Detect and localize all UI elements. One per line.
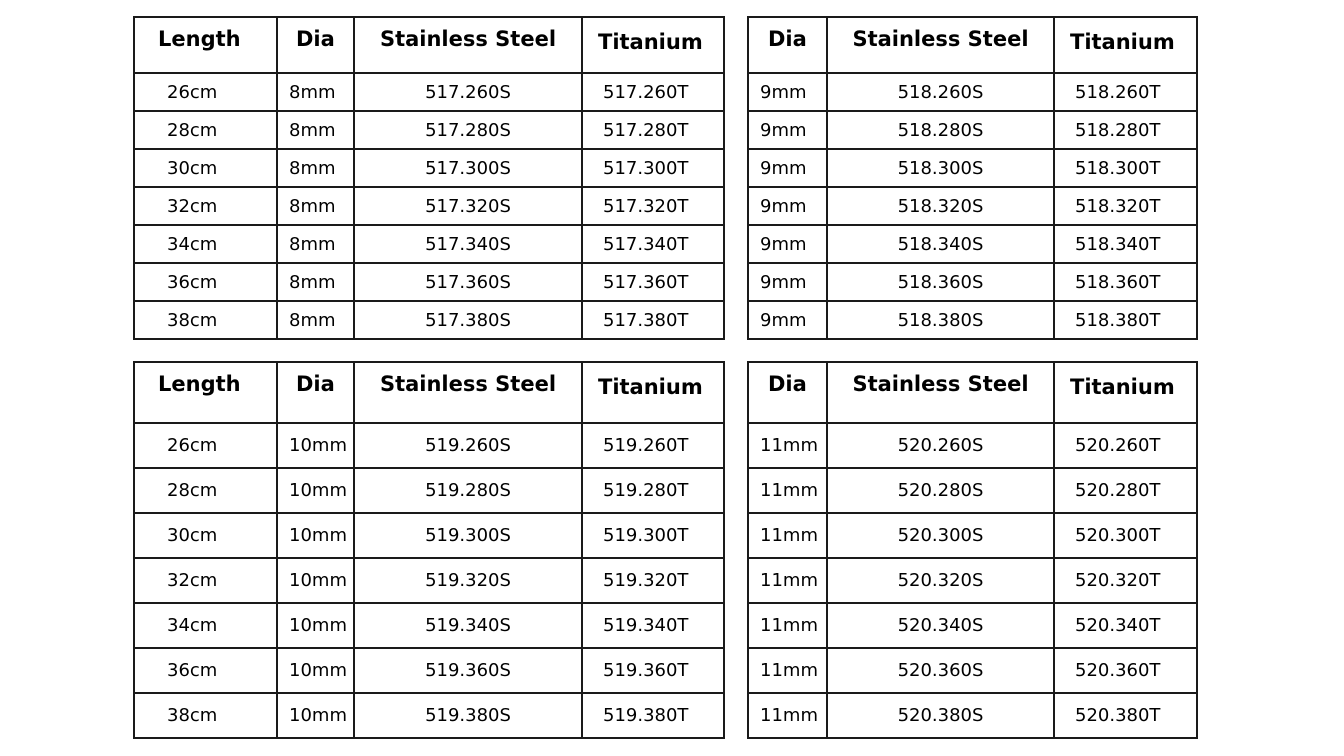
stainless-cell: 519.260S xyxy=(354,423,582,468)
titanium-cell: 518.260T xyxy=(1054,73,1197,111)
stainless-cell: 520.260S xyxy=(827,423,1054,468)
length-cell: 30cm xyxy=(134,149,277,187)
dia-cell: 8mm xyxy=(277,149,354,187)
stainless-cell: 518.360S xyxy=(827,263,1054,301)
titanium-cell: 519.280T xyxy=(582,468,724,513)
titanium-cell: 517.380T xyxy=(582,301,724,339)
titanium-cell: 519.360T xyxy=(582,648,724,693)
table-row xyxy=(134,111,724,149)
dia-cell: 8mm xyxy=(277,111,354,149)
length-cell: 34cm xyxy=(134,603,277,648)
table-row xyxy=(134,423,724,468)
dia-cell: 9mm xyxy=(748,187,827,225)
header-dia: Dia xyxy=(748,362,827,423)
stainless-cell: 518.280S xyxy=(827,111,1054,149)
dia-cell: 8mm xyxy=(277,73,354,111)
dia-cell: 9mm xyxy=(748,263,827,301)
stainless-cell: 520.300S xyxy=(827,513,1054,558)
table-row xyxy=(748,603,1197,648)
dia-cell: 10mm xyxy=(277,513,354,558)
titanium-cell: 520.380T xyxy=(1054,693,1197,738)
dia-cell: 11mm xyxy=(748,468,827,513)
stainless-cell: 518.260S xyxy=(827,73,1054,111)
dia-cell: 11mm xyxy=(748,423,827,468)
stainless-cell: 517.360S xyxy=(354,263,582,301)
titanium-cell: 518.340T xyxy=(1054,225,1197,263)
product-table-8mm xyxy=(133,16,725,340)
dia-cell: 9mm xyxy=(748,73,827,111)
dia-cell: 10mm xyxy=(277,558,354,603)
dia-cell: 11mm xyxy=(748,648,827,693)
dia-cell: 9mm xyxy=(748,111,827,149)
titanium-cell: 517.360T xyxy=(582,263,724,301)
stainless-cell: 519.320S xyxy=(354,558,582,603)
titanium-cell: 520.360T xyxy=(1054,648,1197,693)
titanium-cell: 519.260T xyxy=(582,423,724,468)
product-table-11mm xyxy=(747,361,1198,739)
stainless-cell: 517.260S xyxy=(354,73,582,111)
dia-cell: 11mm xyxy=(748,603,827,648)
dia-cell: 8mm xyxy=(277,263,354,301)
table-row xyxy=(748,263,1197,301)
table-header-row xyxy=(748,362,1197,423)
length-cell: 34cm xyxy=(134,225,277,263)
table-header-row xyxy=(748,17,1197,73)
table-row xyxy=(748,468,1197,513)
header-dia: Dia xyxy=(748,17,827,73)
length-cell: 28cm xyxy=(134,468,277,513)
stainless-cell: 517.320S xyxy=(354,187,582,225)
table-row xyxy=(134,648,724,693)
table-row xyxy=(134,468,724,513)
dia-cell: 10mm xyxy=(277,603,354,648)
header-stainless-steel: Stainless Steel xyxy=(827,362,1054,423)
dia-cell: 9mm xyxy=(748,301,827,339)
dia-cell: 8mm xyxy=(277,301,354,339)
header-titanium: Titanium xyxy=(1054,17,1197,73)
titanium-cell: 518.360T xyxy=(1054,263,1197,301)
titanium-cell: 520.340T xyxy=(1054,603,1197,648)
table-row xyxy=(748,225,1197,263)
titanium-cell: 519.300T xyxy=(582,513,724,558)
length-cell: 36cm xyxy=(134,648,277,693)
table-row xyxy=(748,187,1197,225)
stainless-cell: 519.360S xyxy=(354,648,582,693)
table-row xyxy=(748,513,1197,558)
product-table-10mm xyxy=(133,361,725,739)
header-titanium: Titanium xyxy=(1054,362,1197,423)
length-cell: 28cm xyxy=(134,111,277,149)
length-cell: 38cm xyxy=(134,301,277,339)
titanium-cell: 519.340T xyxy=(582,603,724,648)
titanium-cell: 517.280T xyxy=(582,111,724,149)
table-row xyxy=(748,558,1197,603)
stainless-cell: 517.340S xyxy=(354,225,582,263)
table-row xyxy=(748,73,1197,111)
table-row xyxy=(134,263,724,301)
table-header-row xyxy=(134,362,724,423)
table-row xyxy=(748,648,1197,693)
stainless-cell: 517.380S xyxy=(354,301,582,339)
header-length: Length xyxy=(134,17,277,73)
stainless-cell: 519.380S xyxy=(354,693,582,738)
table-row xyxy=(134,693,724,738)
table-row xyxy=(134,187,724,225)
table-row xyxy=(134,301,724,339)
table-row xyxy=(748,423,1197,468)
stainless-cell: 520.280S xyxy=(827,468,1054,513)
titanium-cell: 518.380T xyxy=(1054,301,1197,339)
titanium-cell: 517.260T xyxy=(582,73,724,111)
length-cell: 36cm xyxy=(134,263,277,301)
dia-cell: 11mm xyxy=(748,558,827,603)
table-row xyxy=(748,111,1197,149)
dia-cell: 9mm xyxy=(748,149,827,187)
header-stainless-steel: Stainless Steel xyxy=(827,17,1054,73)
titanium-cell: 520.260T xyxy=(1054,423,1197,468)
length-cell: 26cm xyxy=(134,423,277,468)
stainless-cell: 517.280S xyxy=(354,111,582,149)
table-row xyxy=(134,149,724,187)
header-stainless-steel: Stainless Steel xyxy=(354,362,582,423)
length-cell: 26cm xyxy=(134,73,277,111)
length-cell: 32cm xyxy=(134,558,277,603)
dia-cell: 10mm xyxy=(277,423,354,468)
stainless-cell: 520.340S xyxy=(827,603,1054,648)
titanium-cell: 519.320T xyxy=(582,558,724,603)
stainless-cell: 518.340S xyxy=(827,225,1054,263)
dia-cell: 11mm xyxy=(748,693,827,738)
table-row xyxy=(134,73,724,111)
titanium-cell: 517.320T xyxy=(582,187,724,225)
header-titanium: Titanium xyxy=(582,17,724,73)
titanium-cell: 520.280T xyxy=(1054,468,1197,513)
header-dia: Dia xyxy=(277,17,354,73)
titanium-cell: 520.300T xyxy=(1054,513,1197,558)
titanium-cell: 520.320T xyxy=(1054,558,1197,603)
titanium-cell: 518.280T xyxy=(1054,111,1197,149)
dia-cell: 10mm xyxy=(277,468,354,513)
table-row xyxy=(134,603,724,648)
stainless-cell: 518.320S xyxy=(827,187,1054,225)
table-row xyxy=(134,513,724,558)
titanium-cell: 518.300T xyxy=(1054,149,1197,187)
header-titanium: Titanium xyxy=(582,362,724,423)
length-cell: 32cm xyxy=(134,187,277,225)
dia-cell: 9mm xyxy=(748,225,827,263)
table-row xyxy=(748,301,1197,339)
titanium-cell: 517.340T xyxy=(582,225,724,263)
stainless-cell: 519.280S xyxy=(354,468,582,513)
stainless-cell: 519.300S xyxy=(354,513,582,558)
stainless-cell: 520.320S xyxy=(827,558,1054,603)
product-table-9mm xyxy=(747,16,1198,340)
dia-cell: 8mm xyxy=(277,187,354,225)
table-row xyxy=(748,693,1197,738)
stainless-cell: 519.340S xyxy=(354,603,582,648)
length-cell: 38cm xyxy=(134,693,277,738)
table-row xyxy=(134,225,724,263)
header-dia: Dia xyxy=(277,362,354,423)
dia-cell: 10mm xyxy=(277,648,354,693)
stainless-cell: 520.360S xyxy=(827,648,1054,693)
stainless-cell: 518.380S xyxy=(827,301,1054,339)
dia-cell: 10mm xyxy=(277,693,354,738)
titanium-cell: 519.380T xyxy=(582,693,724,738)
length-cell: 30cm xyxy=(134,513,277,558)
table-row xyxy=(748,149,1197,187)
titanium-cell: 518.320T xyxy=(1054,187,1197,225)
table-header-row xyxy=(134,17,724,73)
header-stainless-steel: Stainless Steel xyxy=(354,17,582,73)
stainless-cell: 520.380S xyxy=(827,693,1054,738)
dia-cell: 8mm xyxy=(277,225,354,263)
stainless-cell: 517.300S xyxy=(354,149,582,187)
stainless-cell: 518.300S xyxy=(827,149,1054,187)
header-length: Length xyxy=(134,362,277,423)
titanium-cell: 517.300T xyxy=(582,149,724,187)
dia-cell: 11mm xyxy=(748,513,827,558)
table-row xyxy=(134,558,724,603)
